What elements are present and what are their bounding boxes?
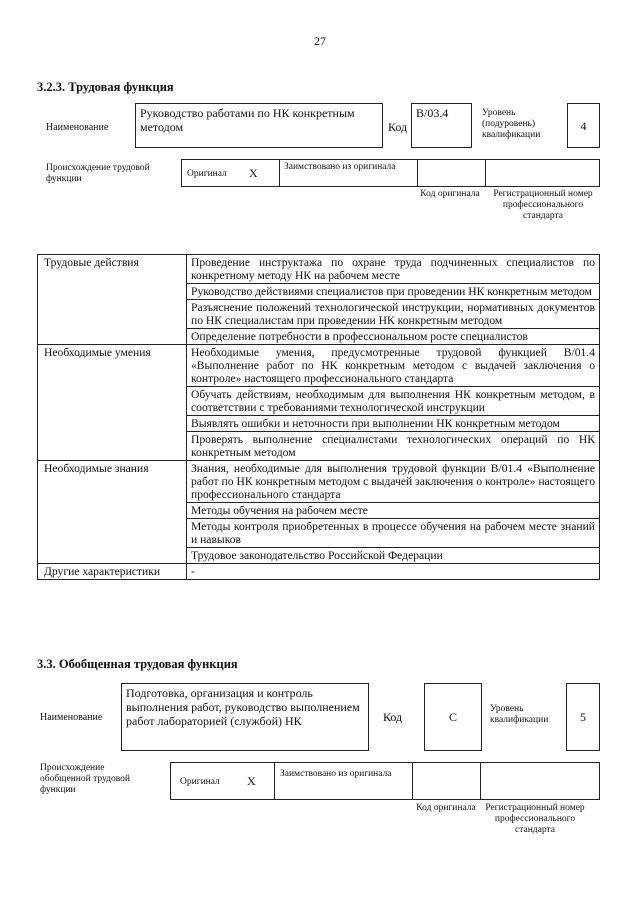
level-label: Уровень квалификации xyxy=(490,704,549,725)
borrowed-label: Заимствовано из оригинала xyxy=(284,162,396,172)
table-cell: Руководство действиями специалистов при проведении НК конкретным методом xyxy=(187,284,600,300)
origin-divider xyxy=(417,160,418,186)
row-label: Трудовые действия xyxy=(38,255,187,345)
table-row xyxy=(38,564,600,580)
table-cell: - xyxy=(187,564,600,580)
level-value: 5 xyxy=(580,710,586,724)
generalized-function-name-box xyxy=(121,683,369,751)
row-label: Другие характеристики xyxy=(38,564,187,580)
level-label: Уровень (подуровень) квалификации xyxy=(482,108,541,140)
table-row xyxy=(38,255,600,284)
labor-function-name-box xyxy=(135,103,383,148)
table-cell: Методы контроля приобретенных в процессе обучения на рабочем месте знаний и навыков xyxy=(187,519,600,548)
level-value: 4 xyxy=(580,118,587,133)
reg-number-caption: Регистрационный номер профессионального стандарта xyxy=(493,189,593,221)
name-label: Наименование xyxy=(46,122,109,133)
origin-divider xyxy=(485,160,486,186)
row-label: Необходимые умения xyxy=(38,345,187,461)
table-cell: Методы обучения на рабочем месте xyxy=(187,503,600,519)
code-box xyxy=(411,103,472,148)
table-cell: Разъяснение положений технологической инструкции, нормативных документов по НК специалистам при проведении НК конкретным методом xyxy=(187,300,600,329)
origin-box xyxy=(181,159,600,187)
original-label: Оригинал xyxy=(180,777,220,787)
borrowed-label: Заимствовано из оригинала xyxy=(280,769,392,779)
page-number: 27 xyxy=(314,34,326,48)
level-box xyxy=(566,683,600,751)
origin-label: Происхождение обобщенной трудовой функции xyxy=(40,763,130,795)
original-label: Оригинал xyxy=(187,169,227,179)
row-label: Необходимые знания xyxy=(38,461,187,564)
table-cell: Трудовое законодательство Российской Федерации xyxy=(187,548,600,564)
level-box xyxy=(567,103,600,148)
table-cell: Необходимые умения, предусмотренные трудовой функцией B/01.4 «Выполнение работ по НК конкретным методом с выдачей заключения о контроле» настоящего профессионального стандарта xyxy=(187,345,600,387)
table-cell: Определение потребности в профессиональном росте специалистов xyxy=(187,329,600,345)
table-cell: Знания, необходимые для выполнения трудовой функции B/01.4 «Выполнение работ по НК конкретным методом с выдачей заключения о контроле» настоящего профессионального стандарта xyxy=(187,461,600,503)
original-code-caption: Код оригинала xyxy=(420,189,480,199)
origin-divider xyxy=(279,160,280,186)
code-value: C xyxy=(448,710,457,724)
characteristics-table xyxy=(37,254,600,580)
origin-box xyxy=(170,762,600,800)
code-value: B/03.4 xyxy=(416,106,449,120)
table-row xyxy=(38,345,600,387)
original-mark: X xyxy=(249,166,258,180)
origin-divider xyxy=(480,763,481,799)
table-cell: Проведение инструктажа по охране труда подчиненных специалистов по конкретному методу НК на рабочем месте xyxy=(187,255,600,284)
code-label: Код xyxy=(388,120,408,134)
table-cell: Выявлять ошибки и неточности при выполнении НК конкретным методом xyxy=(187,416,600,432)
labor-function-name: Руководство работами по НК конкретным методом xyxy=(140,106,355,134)
code-label: Код xyxy=(383,710,403,724)
origin-divider xyxy=(412,763,413,799)
original-code-caption: Код оригинала xyxy=(416,803,476,813)
table-cell: Проверять выполнение специалистами технологических операций по НК конкретным методом xyxy=(187,432,600,461)
section-heading-labor-function: 3.2.3. Трудовая функция xyxy=(37,80,174,94)
table-row xyxy=(38,461,600,503)
code-box xyxy=(424,683,482,751)
section-heading-generalized-function: 3.3. Обобщенная трудовая функция xyxy=(37,657,238,671)
original-mark: X xyxy=(247,774,256,788)
table-cell: Обучать действиям, необходимым для выполнения НК конкретным методом, в соответствии с требованиями технологической инструкции xyxy=(187,387,600,416)
origin-label: Происхождение трудовой функции xyxy=(46,163,150,184)
name-label: Наименование xyxy=(40,712,103,723)
generalized-function-name: Подготовка, организация и контроль выполнения работ, руководство выполнением работ лабораторией (службой) НК xyxy=(126,686,360,728)
origin-divider xyxy=(274,763,275,799)
reg-number-caption: Регистрационный номер профессионального стандарта xyxy=(485,803,585,835)
